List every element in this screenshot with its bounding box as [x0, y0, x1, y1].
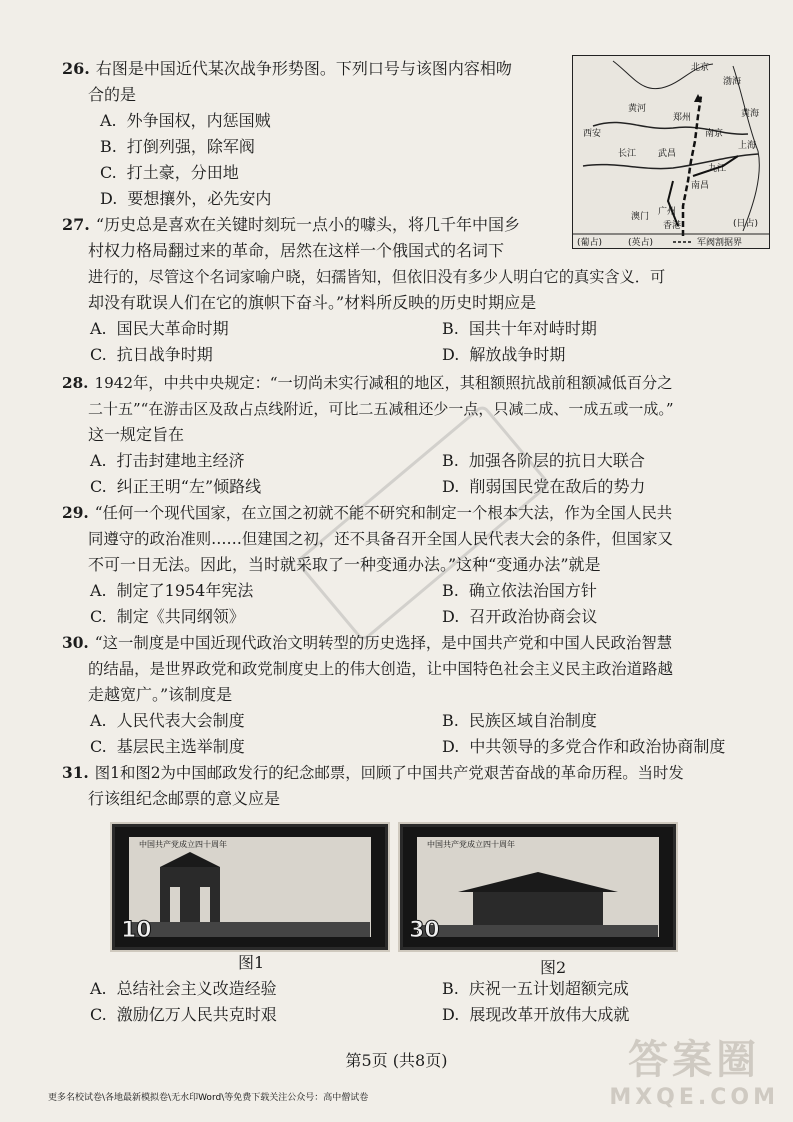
stamp-image: [129, 837, 371, 937]
stamp-figure-1: [112, 824, 388, 950]
question-stem: 二十五”“在游击区及敌占点线附近，可比二五减租还少一点，只减二成、一成五或一成。”: [88, 400, 674, 418]
question-number: 28.: [62, 374, 89, 392]
question-stem: 右图是中国近代某次战争形势图。下列口号与该图内容相吻: [95, 59, 512, 78]
option-d[interactable]: D. 中共领导的多党合作和政治协商制度: [442, 737, 726, 756]
option-d[interactable]: D. 召开政治协商会议: [442, 607, 598, 626]
building-shape: [160, 867, 220, 922]
page-number: 第5页 (共8页): [345, 1051, 448, 1070]
option-a[interactable]: A. 外争国权，内惩国贼: [100, 111, 271, 130]
map-label: 西安: [583, 129, 602, 139]
option-c[interactable]: C. 激励亿万人民共克时艰: [90, 1005, 277, 1024]
map-label: 黄海: [741, 109, 760, 119]
yellow-river-line: [593, 123, 748, 135]
figure-1-caption: 图1: [238, 953, 265, 972]
option-list: [62, 108, 562, 212]
question-number: 30.: [62, 634, 89, 652]
map-label: 北京: [691, 63, 710, 73]
question-stem: 同遵守的政治准则……但建国之初，还不具备召开全国人民代表大会的条件，但国家又: [88, 530, 673, 548]
map-label: 南昌: [691, 181, 710, 191]
watermark-url: MXQE.COM: [609, 1085, 779, 1110]
option-b[interactable]: B. 民族区域自治制度: [442, 711, 597, 730]
option-a[interactable]: A. 制定了1954年宪法: [90, 581, 254, 600]
option-grid: [62, 578, 752, 630]
option-d[interactable]: D. 展现改革开放伟大成就: [442, 1005, 630, 1024]
question-stem: “任何一个现代国家，在立国之初就不能不研究和制定一个根本大法，作为全国人民共: [94, 504, 673, 522]
map-label: 香港: [663, 221, 682, 231]
map-label: 武昌: [658, 149, 677, 159]
map-label: 上海: [738, 141, 757, 151]
option-c[interactable]: C. 制定《共同纲领》: [90, 607, 245, 626]
question-number: 26.: [62, 59, 90, 78]
question-27: [62, 212, 752, 368]
map-legend-label: 军阀割据界: [697, 238, 743, 248]
option-c[interactable]: C. 纠正王明“左”倾路线: [90, 477, 262, 496]
stamp-denomination: 30: [409, 918, 440, 943]
option-b[interactable]: B. 庆祝一五计划超额完成: [442, 979, 629, 998]
map-label: 黄河: [628, 104, 647, 114]
stamp-caption: 中国共产党成立四十周年: [139, 840, 227, 849]
site-watermark: [609, 1028, 779, 1110]
question-stem: “这一制度是中国近现代政治文明转型的历史选择，是中国共产党和中国人民政治智慧: [94, 634, 673, 652]
question-31: [62, 760, 752, 812]
question-stem: “历史总是喜欢在关键时刻玩一点小的噱头，将几千年中国乡: [95, 215, 521, 234]
arch-shape: [200, 887, 210, 922]
stamp-image: [417, 837, 659, 937]
option-grid: [62, 316, 752, 368]
map-legend-label: (葡占): [577, 238, 603, 248]
map-label: 澳门: [631, 212, 650, 222]
map-label: 九江: [708, 164, 727, 174]
map-legend-label: (英占): [628, 238, 654, 248]
map-label: (日占): [733, 219, 759, 229]
question-stem: 这一规定旨在: [88, 425, 185, 444]
option-grid: [62, 708, 752, 760]
option-b[interactable]: B. 国共十年对峙时期: [442, 319, 597, 338]
stamp-denomination: 10: [121, 918, 152, 943]
option-a[interactable]: A. 总结社会主义改造经验: [90, 979, 277, 998]
stamp-figure-2: [400, 824, 676, 950]
question-stem: 村权力格局翻过来的革命，居然在这样一个俄国式的名词下: [88, 241, 505, 260]
question-number: 27.: [62, 215, 90, 234]
option-c[interactable]: C. 基层民主选举制度: [90, 737, 245, 756]
roof-shape: [160, 852, 220, 867]
option-d[interactable]: D. 要想攘外，必先安内: [100, 189, 272, 208]
watermark-title: 答案圈: [628, 1037, 761, 1083]
question-26: [62, 56, 562, 212]
option-b[interactable]: B. 加强各阶层的抗日大联合: [442, 451, 645, 470]
question-30: [62, 630, 752, 760]
question-number: 29.: [62, 504, 89, 522]
question-stem: 行该组纪念邮票的意义应是: [88, 789, 281, 808]
option-d[interactable]: D. 解放战争时期: [442, 345, 566, 364]
option-a[interactable]: A. 打击封建地主经济: [90, 451, 245, 470]
question-stem: 合的是: [88, 85, 137, 104]
map-label: 长江: [618, 149, 637, 159]
option-a[interactable]: A. 国民大革命时期: [90, 319, 229, 338]
map-label: 南京: [705, 129, 724, 139]
question-number: 31.: [62, 764, 89, 782]
option-c[interactable]: C. 打土豪，分田地: [100, 163, 239, 182]
map-label: 郑州: [673, 113, 692, 123]
question-31-options: [62, 976, 752, 1028]
stamp-caption: 中国共产党成立四十周年: [427, 840, 515, 849]
roof-shape: [458, 872, 618, 892]
arch-shape: [170, 887, 180, 922]
question-stem: 1942年，中共中央规定：“一切尚未实行减租的地区，其租额照抗战前租额减低百分之: [94, 374, 673, 392]
option-grid: [62, 976, 752, 1028]
question-29: [62, 500, 752, 630]
map-label: 广州: [658, 207, 677, 217]
download-note: 更多名校试卷\各地最新模拟卷\无水印Word\等免费下载关注公众号：高中僧试卷: [48, 1093, 369, 1103]
option-a[interactable]: A. 人民代表大会制度: [90, 711, 245, 730]
stamp-picture: [129, 837, 371, 937]
question-stem: 不可一日无法。因此，当时就采取了一种变通办法。”这种“变通办法”就是: [88, 555, 601, 574]
building-shape: [473, 892, 603, 927]
option-b[interactable]: B. 打倒列强，除军阀: [100, 137, 255, 156]
map-label: 渤海: [723, 77, 742, 87]
question-stem: 图1和图2为中国邮政发行的纪念邮票，回顾了中国共产党艰苦奋战的革命历程。当时发: [94, 764, 684, 782]
ground-shape: [418, 925, 658, 937]
figure-2-caption: 图2: [540, 958, 567, 977]
question-stem: 却没有耽误人们在它的旗帜下奋斗。”材料所反映的历史时期应是: [88, 293, 537, 312]
ground-shape: [130, 922, 370, 937]
question-stem: 走越宽广。”该制度是: [88, 685, 233, 704]
option-c[interactable]: C. 抗日战争时期: [90, 345, 213, 364]
option-b[interactable]: B. 确立依法治国方针: [442, 581, 597, 600]
option-d[interactable]: D. 削弱国民党在敌后的势力: [442, 477, 646, 496]
question-stem: 的结晶，是世界政党和政党制度史上的伟大创造，让中国特色社会主义民主政治道路越: [88, 660, 673, 678]
stamp-picture: [417, 837, 659, 937]
question-stem: 进行的，尽管这个名词家喻户晓，妇孺皆知，但依旧没有多少人明白它的真实含义．可: [88, 268, 666, 286]
